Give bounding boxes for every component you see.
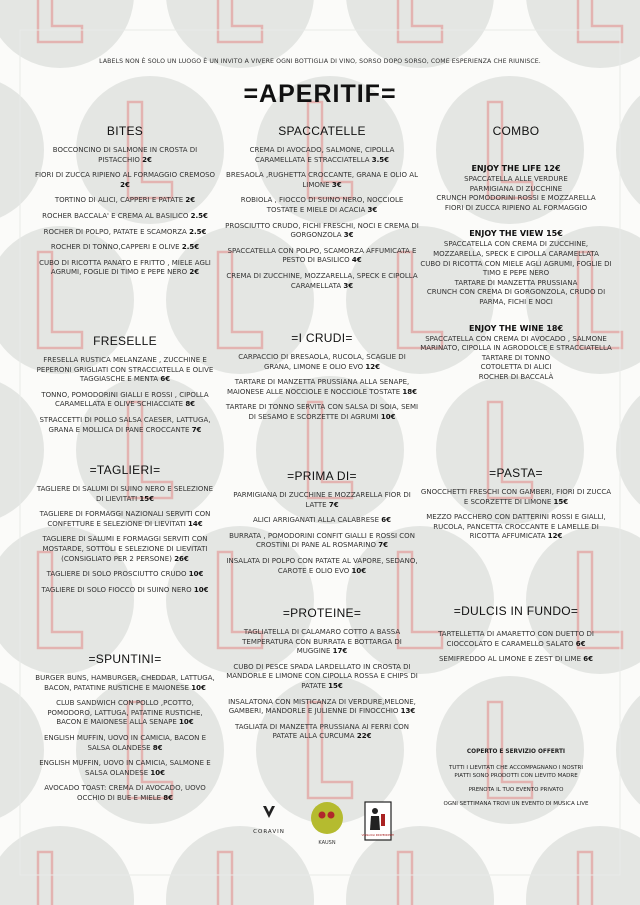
partner-logos (245, 800, 395, 850)
menu-item-name: TARTARE DI MANZETTA PRUSSIANA ALLA SENAPE, MAIONESE ALLE NOCCIOLE E NOCCIOLE TOSTATE (226, 378, 410, 396)
menu-item (34, 734, 216, 753)
menu-item-name: ROCHER BACCALA' E CREMA AL BASILICO (42, 211, 189, 220)
menu-item-price: 26€ (174, 554, 189, 563)
menu-item-price: 10€ (150, 768, 165, 777)
section-pasta (420, 466, 612, 548)
menu-item (34, 510, 216, 529)
menu-item (225, 403, 419, 422)
menu-item-name: TAGLIERE DI SALUMI DI SUINO NERO E SELEZIONE DI LIEVITATI (36, 485, 214, 503)
menu-item-name: CARPACCIO DI BRESAOLA, RUCOLA, SCAGLIE DI GRANA, LIMONE E OLIO EVO (238, 353, 406, 371)
menu-item (34, 391, 216, 410)
vignaioli-logo-text: VIGNAIOLI INDIPENDENTI (361, 834, 395, 837)
menu-item-name: BURGER BUNS, HAMBURGER, CHEDDAR, LATTUGA, BACON, PATATINE RUSTICHE E MAIONESE (35, 674, 215, 692)
menu-item (420, 655, 612, 665)
menu-item-name: PARMIGIANA DI ZUCCHINE E MOZZARELLA FIOR DI LATTE (233, 491, 411, 509)
menu-item-price: 4€ (351, 256, 362, 265)
section-bites (34, 124, 216, 284)
combo-line: SPACCATELLA ALLE VERDURE (464, 175, 568, 183)
combo-item (420, 164, 612, 213)
menu-item (34, 171, 216, 190)
menu-item-price: 8€ (163, 793, 174, 802)
menu-item-price: 10€ (380, 412, 396, 421)
menu-item-name: BOCCONCINO DI SALMONE IN CROSTA DI PISTACCHIO (52, 146, 198, 164)
menu-item-name: PROSCIUTTO CRUDO, FICHI FRESCHI, NOCI E CREMA DI GORGONZOLA (225, 221, 419, 240)
note-evento: PRENOTA IL TUO EVENTO PRIVATO (468, 787, 564, 793)
coravin-logo (253, 806, 285, 835)
menu-item (34, 535, 216, 564)
section-title: =PROTEINE= (282, 606, 362, 620)
section-title: =TAGLIERI= (89, 463, 161, 477)
menu-item-name: AVOCADO TOAST: CREMA DI AVOCADO, UOVO OCCHIO DI BUE E MIELE (44, 784, 206, 802)
menu-item-name: ROCHER DI TONNO,CAPPERI E OLIVE (50, 243, 180, 252)
menu-item-name: TORTINO DI ALICI, CAPPERI E PATATE (54, 196, 184, 205)
menu-item-price: 14€ (188, 519, 203, 528)
menu-item (225, 557, 419, 576)
menu-item-price: 10€ (179, 718, 194, 727)
menu-item-name: CLUB SANDWICH CON POLLO ,PCOTTO, POMODORO, LATTUGA, PATATINE RUSTICHE, BACON E MAIONESE ALLA SENAPE (47, 699, 203, 727)
menu-item (420, 513, 612, 542)
menu-item-name: ALICI ARRIGANATI ALLA CALABRESE (253, 516, 380, 525)
menu-item-name: FRESELLA RUSTICA MELANZANE , ZUCCHINE E PEPERONI GRIGLIATI CON STRACCIATELLA E OLIVE TAGGIASCHE E MENTA (36, 356, 214, 384)
menu-item-price: 3€ (331, 180, 342, 189)
section-combo (420, 124, 612, 399)
menu-item-price: 6€ (160, 375, 171, 384)
combo-line: SPACCATELLA CON CREMA DI ZUCCHINE, MOZZARELLA, SPECK E CIPOLLA CARAMELLATA (433, 240, 599, 258)
menu-item-price: 10€ (351, 566, 367, 575)
menu-item-name: GNOCCHETTI FRESCHI CON GAMBERI, FIORI DI ZUCCA E SCORZETTE DI LIMONE (420, 488, 612, 506)
menu-item (225, 628, 419, 657)
menu-item-name: CUBO DI PESCE SPADA LARDELLATO IN CROSTA DI MANDORLE E LIMONE CON CIPOLLA ROSSA E CHIPS DI PATATE (226, 662, 418, 690)
menu-item (34, 759, 216, 778)
combo-line: TARTARE DI TONNO (481, 353, 551, 362)
menu-item (34, 212, 216, 222)
menu-item (225, 516, 419, 526)
menu-item-name: INSALATONA CON MISTICANZA DI VERDURE,MELONE, GAMBERI, MANDORLE E JULIENNE DI FINOCCHIO (228, 697, 416, 716)
section-title: FRESELLE (93, 334, 157, 348)
section-proteine (225, 606, 419, 748)
menu-item-name: TARTELLETTA DI AMARETTO CON DUETTO DI CIOCCOLATO E CARAMELLO SALATO (438, 630, 594, 648)
menu-item-name: TAGLIERE DI SALUMI E FORMAGGI SERVITI CON MOSTARDE, SOTTOLI E SELEZIONE DI LIEVITATI (CONSIGLIATO PER 2 PERSONE) (42, 535, 208, 563)
combo-line: PARMIGIANA DI ZUCCHINE (469, 184, 563, 193)
menu-item-name: STRACCETTI DI POLLO SALSA CAESER, LATTUGA, GRANA E MOLLICA DI PANE CROCCANTE (39, 415, 211, 434)
menu-item (225, 222, 419, 241)
menu-item-name: TARTARE DI TONNO SERVITA CON SALSA DI SOIA, SEMI DI SESAMO E SCORZETTE DI AGRUMI (225, 403, 419, 421)
menu-item-price: 6€ (583, 655, 593, 664)
combo-line: SPACCATELLA CON CREMA DI AVOCADO , SALMONE MARINATO, CIPOLLA IN AGRODOLCE E STRACCIATELLA (420, 334, 612, 353)
menu-item-name: SEMIFREDDO AL LIMONE E ZEST DI LIME (438, 655, 582, 664)
menu-item-name: CREMA DI ZUCCHINE, MOZZARELLA, SPECK E CIPOLLA CARAMELLATA (226, 271, 418, 290)
menu-item (34, 196, 216, 206)
menu-item-price: 10€ (193, 585, 209, 594)
menu-item (34, 259, 216, 278)
menu-item (34, 784, 216, 803)
combo-title: ENJOY THE WINE 18€ (468, 323, 564, 333)
section-title: COMBO (492, 124, 540, 138)
menu-item-name: ROBIOLA , FIOCCO DI SUINO NERO, NOCCIOLE TOSTATE E MIELE DI ACACIA (240, 196, 404, 214)
menu-item (34, 699, 216, 728)
kausn-logo-text: KAUSN (318, 840, 336, 846)
menu-item-price: 3€ (367, 205, 378, 214)
combo-line: CRUNCH CON CREMA DI GORGONZOLA, CRUDO DI PARMA, FICHI E NOCI (426, 288, 606, 306)
combo-line: CUBO DI RICOTTA CON MIELE AGLI AGRUMI, FOGLIE DI TIMO E PEPE NERO (420, 259, 612, 278)
menu-item-price: 7€ (191, 425, 202, 434)
menu-item-price: 12€ (547, 532, 563, 541)
menu-item (225, 272, 419, 291)
menu-item (225, 171, 419, 190)
menu-item (34, 570, 216, 580)
note-coperto: COPERTO E SERVIZIO OFFERTI (466, 749, 566, 755)
menu-item-name: TONNO, POMODORINI GIALLI E ROSSI , CIPOLLA CARAMELLATA E OLIVE SCHIACCIATE (41, 390, 209, 409)
section-title: =I CRUDI= (291, 331, 353, 345)
page-title: =APERITIF= (243, 80, 397, 108)
combo-line: TARTARE DI MANZETTA PRUSSIANA (454, 278, 578, 287)
menu-item (420, 488, 612, 507)
menu-item-name: ENGLISH MUFFIN, UOVO IN CAMICIA, SALMONE E SALSA OLANDESE (39, 759, 211, 777)
menu-item-price: 10€ (188, 570, 204, 579)
menu-item (34, 228, 216, 238)
menu-item-price: 2€ (185, 196, 196, 205)
section-spuntini (34, 652, 216, 810)
section-title: =DULCIS IN FUNDO= (453, 604, 579, 618)
menu-item-name: BRESAOLA ,RUGHETTA CROCCANTE, GRANA E OLIO AL LIMONE (226, 171, 418, 189)
menu-item-name: SPACCATELLA CON POLPO, SCAMORZA AFFUMICATA E PESTO DI BASILICO (227, 246, 417, 265)
menu-item (225, 723, 419, 742)
menu-item-price: 6€ (381, 516, 391, 525)
combo-line: FIORI DI ZUCCA RIPIENO AL FORMAGGIO (444, 203, 588, 212)
menu-item (225, 698, 419, 717)
menu-item (225, 532, 419, 551)
section-taglieri (34, 463, 216, 601)
menu-item (225, 146, 419, 165)
menu-item (225, 196, 419, 215)
menu-item-price: 7€ (328, 500, 339, 509)
combo-line: CRUNCH POMODORINI ROSSI E MOZZARELLA (436, 194, 596, 203)
menu-item (34, 243, 216, 253)
menu-item-name: MEZZO PACCHERO CON DATTERINI ROSSI E GIALLI, RUCOLA, PANCETTA CROCCANTE E LAMELLE DI RICOTTA AFFUMICATA (426, 513, 606, 541)
menu-item-name: TAGLIERE DI SOLO FIOCCO DI SUINO NERO (41, 585, 192, 594)
combo-line: ROCHER DI BACCALÀ (478, 372, 554, 381)
menu-item-price: 12€ (365, 362, 380, 371)
menu-item-price: 15€ (328, 681, 343, 690)
menu-item-price: 3€ (343, 231, 354, 240)
menu-item-name: TAGLIERE DI FORMAGGI NAZIONALI SERVITI CON CONFETTURE E SELEZIONE DI LIEVITATI (39, 510, 211, 528)
vignaioli-logo (362, 802, 395, 840)
section-title: =PRIMA DI= (287, 469, 357, 483)
section-freselle (34, 334, 216, 441)
section-dulcis (420, 604, 612, 671)
menu-item-name: TAGLIATA DI MANZETTA PRUSSIANA AI FERRI CON PATATE ALLA CURCUMA (234, 722, 409, 741)
section-prima-di (225, 469, 419, 582)
menu-item (225, 663, 419, 692)
menu-item-price: 22€ (356, 732, 372, 741)
coravin-logo-text: CORAVIN (253, 829, 285, 835)
menu-item (34, 485, 216, 504)
combo-title: ENJOY THE VIEW 15€ (469, 229, 563, 239)
menu-item-price: 15€ (139, 494, 155, 503)
menu-item-price: 18€ (402, 387, 418, 396)
combo-item (420, 229, 612, 307)
combo-line: COTOLETTA DI ALICI (480, 363, 552, 372)
menu-item-name: CREMA DI AVOCADO, SALMONE, CIPOLLA CARAMELLATA E STRACCIATELLA (249, 146, 395, 164)
section-title: SPACCATELLE (278, 124, 366, 138)
menu-item (34, 674, 216, 693)
menu-item-price: 2.5€ (181, 243, 200, 252)
menu-item-name: CUBO DI RICOTTA PANATO E FRITTO , MIELE AGLI AGRUMI, FOGLIE DI TIMO E PEPE NERO (39, 258, 211, 277)
section-title: =SPUNTINI= (88, 652, 162, 666)
menu-item (225, 378, 419, 397)
menu-item (34, 146, 216, 165)
menu-item (225, 353, 419, 372)
menu-item-price: 13€ (400, 707, 416, 716)
menu-item-price: 2.5€ (189, 227, 207, 236)
menu-item-price: 8€ (185, 400, 196, 409)
menu-item-price: 6€ (575, 639, 586, 648)
menu-item-price: 2€ (120, 180, 130, 189)
menu-item-name: INSALATA DI POLPO CON PATATE AL VAPORE, SEDANO, CAROTE E OLIO EVO (226, 556, 418, 575)
footer-notes (420, 748, 612, 814)
menu-item-name: TAGLIERE DI SOLO PROSCIUTTO CRUDO (46, 570, 187, 579)
menu-item-price: 2€ (142, 155, 152, 164)
menu-item-price: 7€ (378, 541, 388, 550)
section-spaccatelle (225, 124, 419, 297)
menu-item (34, 356, 216, 385)
kausn-logo (311, 802, 343, 846)
combo-title: ENJOY THE LIFE 12€ (471, 164, 561, 173)
menu-item (225, 247, 419, 266)
menu-item-name: BURRATA , POMODORINI CONFIT GIALLI E ROSSI CON CROSTINI DI PANE AL ROSMARINO (229, 531, 415, 550)
section-title: BITES (106, 124, 144, 138)
section-title: =PASTA= (489, 466, 543, 480)
menu-item-price: 17€ (332, 647, 348, 656)
note-musica: OGNI SETTIMANA TROVI UN EVENTO DI MUSICA LIVE (443, 801, 589, 807)
menu-item-price: 8€ (152, 743, 163, 752)
menu-item-price: 2.5€ (190, 211, 208, 220)
menu-item (34, 586, 216, 596)
menu-item (34, 416, 216, 435)
menu-item-name: FIORI DI ZUCCA RIPIENO AL FORMAGGIO CREMOSO (34, 171, 216, 180)
menu-item-name: TAGLIATELLA DI CALAMARO COTTO A BASSA TEMPERATURA CON BURRATA E BOTTARGA DI MUGGINE (242, 628, 402, 656)
note-lievitati: TUTTI I LIEVITATI CHE ACCOMPAGNANO I NOSTRI PIATTI SONO PRODOTTI CON LIEVITO MADRE (449, 765, 583, 779)
menu-item-price: 3€ (343, 281, 354, 290)
menu-item-price: 10€ (191, 683, 206, 692)
combo-item (420, 324, 612, 383)
menu-item-name: ROCHER DI POLPO, PATATE E SCAMORZA (43, 227, 187, 236)
section-crudi (225, 331, 419, 429)
menu-item-price: 2€ (189, 268, 200, 277)
menu-item (420, 630, 612, 649)
tagline: LABELS NON È SOLO UN LUOGO È UN INVITO A VIVERE OGNI BOTTIGLIA DI VINO, SORSO DOPO SORSO, COME ESPERIENZA CHE RIUNISCE. (99, 58, 541, 65)
menu-item (225, 491, 419, 510)
menu-item-name: ENGLISH MUFFIN, UOVO IN CAMICIA, BACON E SALSA OLANDESE (43, 733, 207, 752)
menu-item-price: 3.5€ (371, 155, 390, 164)
menu-item-price: 15€ (553, 497, 569, 506)
